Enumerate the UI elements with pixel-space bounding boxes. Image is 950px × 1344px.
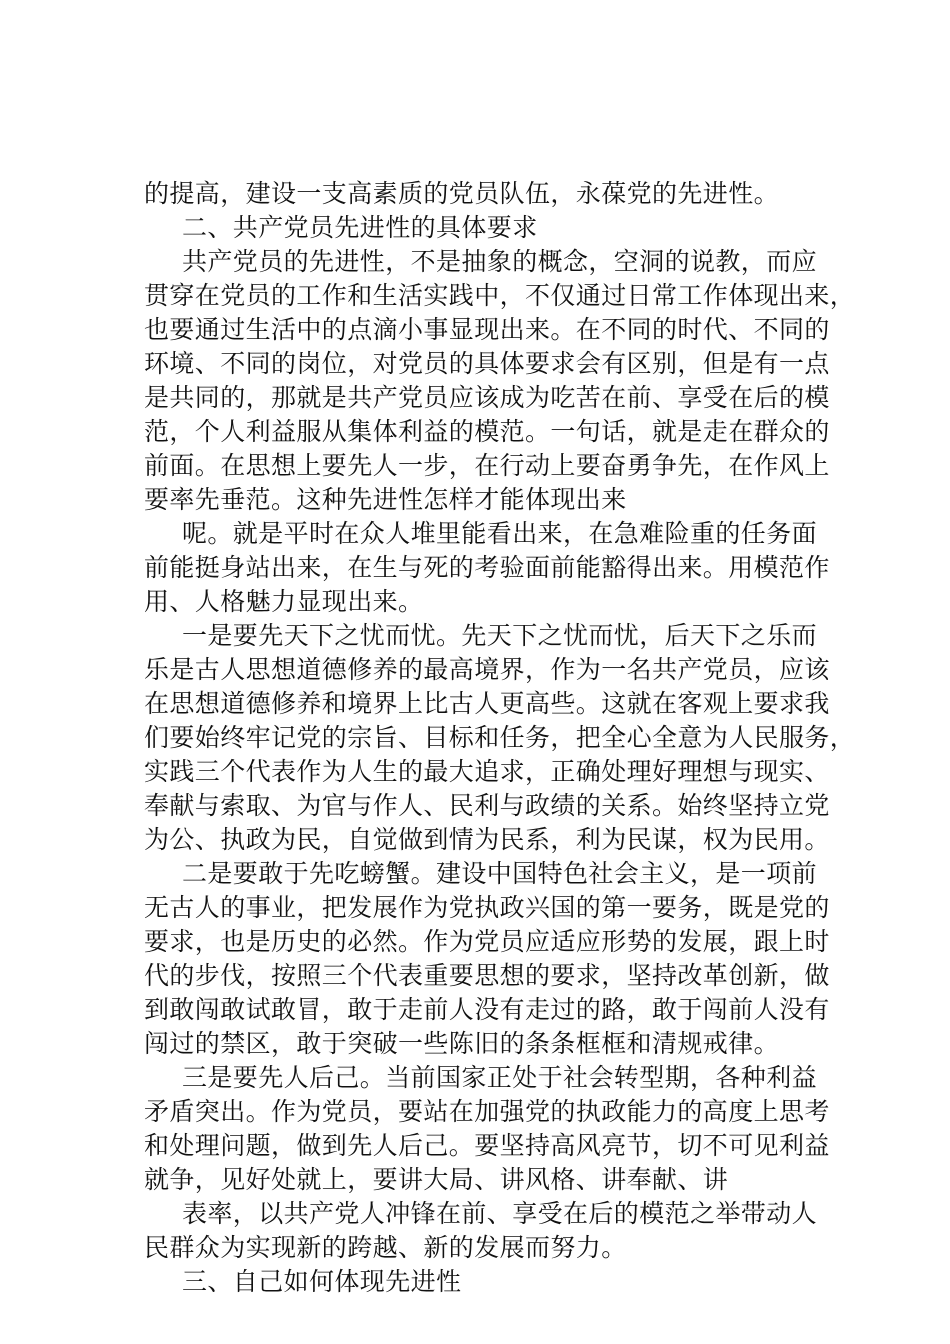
text-line: 前面。在思想上要先人一步，在行动上要奋勇争先，在作风上 <box>144 451 830 480</box>
text-line: 呢。就是平时在众人堆里能看出来，在急难险重的任务面 <box>182 519 818 548</box>
text-line: 共产党员的先进性，不是抽象的概念，空洞的说教，而应 <box>182 247 818 276</box>
text-line: 三是要先人后己。当前国家正处于社会转型期，各种利益 <box>182 1063 818 1092</box>
text-line: 们要始终牢记党的宗旨、目标和任务，把全心全意为人民服务， <box>144 723 856 752</box>
text-line: 用、人格魅力显现出来。 <box>144 587 424 616</box>
text-line: 范，个人利益服从集体利益的模范。一句话，就是走在群众的 <box>144 417 830 446</box>
text-line: 前能挺身站出来，在生与死的考验面前能豁得出来。用模范作 <box>144 553 830 582</box>
text-line: 民群众为实现新的跨越、新的发展而努力。 <box>144 1233 627 1262</box>
text-line: 代的步伐，按照三个代表重要思想的要求，坚持改革创新，做 <box>144 961 830 990</box>
text-line: 无古人的事业，把发展作为党执政兴国的第一要务，既是党的 <box>144 893 830 922</box>
text-line: 和处理问题，做到先人后己。要坚持高风亮节，切不可见利益 <box>144 1131 830 1160</box>
text-line: 奉献与索取、为官与作人、民利与政绩的关系。始终坚持立党 <box>144 791 830 820</box>
text-line: 也要通过生活中的点滴小事显现出来。在不同的时代、不同的 <box>144 315 830 344</box>
text-line: 环境、不同的岗位，对党员的具体要求会有区别，但是有一点 <box>144 349 830 378</box>
text-line: 为公、执政为民，自觉做到情为民系，利为民谋，权为民用。 <box>144 825 830 854</box>
text-line: 要率先垂范。这种先进性怎样才能体现出来 <box>144 485 627 514</box>
text-line: 乐是古人思想道德修养的最高境界，作为一名共产党员，应该 <box>144 655 830 684</box>
text-line: 一是要先天下之忧而忧。先天下之忧而忧，后天下之乐而 <box>182 621 818 650</box>
text-line: 在思想道德修养和境界上比古人更高些。这就在客观上要求我 <box>144 689 830 718</box>
text-line: 闯过的禁区，敢于突破一些陈旧的条条框框和清规戒律。 <box>144 1029 780 1058</box>
text-line: 是共同的，那就是共产党员应该成为吃苦在前、享受在后的模 <box>144 383 830 412</box>
text-line: 要求，也是历史的必然。作为党员应适应形势的发展，跟上时 <box>144 927 830 956</box>
text-line: 到敢闯敢试敢冒，敢于走前人没有走过的路，敢于闯前人没有 <box>144 995 830 1024</box>
section-heading: 二、共产党员先进性的具体要求 <box>182 213 538 242</box>
text-line: 贯穿在党员的工作和生活实践中，不仅通过日常工作体现出来， <box>144 281 856 310</box>
text-line: 表率，以共产党人冲锋在前、享受在后的模范之举带动人 <box>182 1199 818 1228</box>
text-line: 的提高，建设一支高素质的党员队伍，永葆党的先进性。 <box>144 179 780 208</box>
text-line: 实践三个代表作为人生的最大追求，正确处理好理想与现实、 <box>144 757 830 786</box>
section-heading: 三、自己如何体现先进性 <box>182 1267 462 1296</box>
text-line: 矛盾突出。作为党员，要站在加强党的执政能力的高度上思考 <box>144 1097 830 1126</box>
text-line: 二是要敢于先吃螃蟹。建设中国特色社会主义，是一项前 <box>182 859 818 888</box>
text-line: 就争，见好处就上，要讲大局、讲风格、讲奉献、讲 <box>144 1165 729 1194</box>
